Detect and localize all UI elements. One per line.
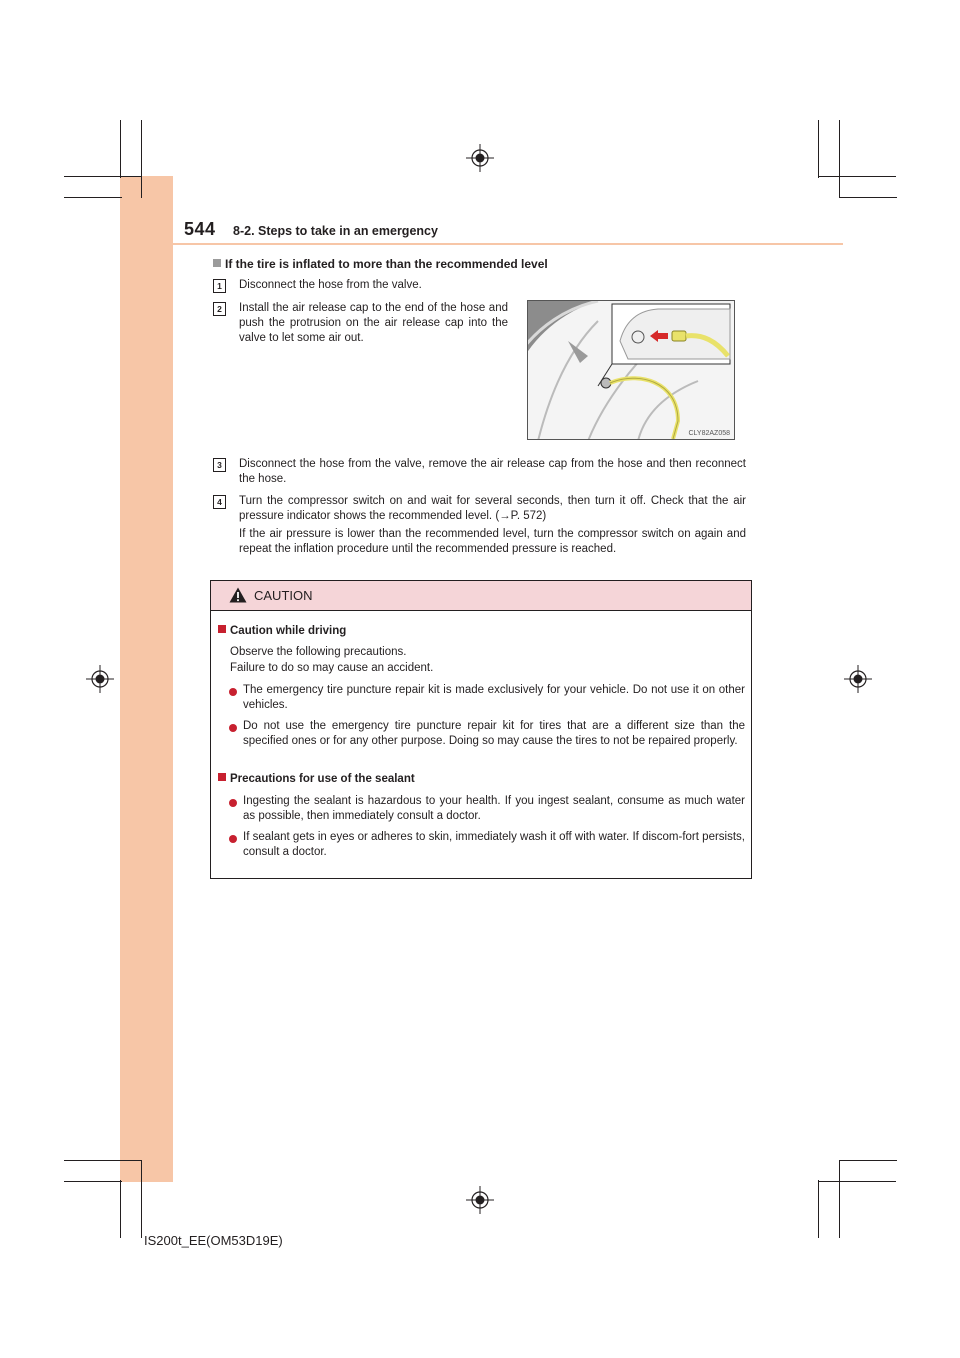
caution-header <box>211 581 751 611</box>
document-code: IS200t_EE(OM53D19E) <box>144 1233 283 1248</box>
registration-mark-icon <box>844 665 872 693</box>
step-text: Turn the compressor switch on and wait for several seconds, then turn it off. Check that the air pressure indicator shows the recommended level. (→P. 572) <box>239 495 746 522</box>
crop-mark <box>818 176 896 177</box>
header-divider <box>173 243 843 245</box>
warning-icon <box>229 587 247 603</box>
page-number: 544 <box>184 219 216 239</box>
crop-mark <box>64 197 122 198</box>
crop-mark <box>141 120 142 198</box>
crop-mark <box>64 176 142 177</box>
crop-mark <box>818 120 819 178</box>
tire-valve-illustration <box>527 300 735 440</box>
step-number: 3 <box>213 458 226 472</box>
section-header: 8-2. Steps to take in an emergency <box>233 224 438 238</box>
figure-code: CLY82AZ058 <box>688 430 730 437</box>
tire-valve-drawing <box>528 301 734 439</box>
caution-title: CAUTION <box>254 588 313 603</box>
crop-mark <box>64 1181 122 1182</box>
bullet-icon <box>229 724 237 732</box>
crop-mark <box>120 1180 121 1238</box>
bullet-icon <box>229 688 237 696</box>
crop-mark <box>839 1160 897 1161</box>
caution-subheading-text: Caution while driving <box>230 625 347 637</box>
crop-mark <box>839 120 840 198</box>
crop-mark <box>141 1160 142 1238</box>
registration-mark-icon <box>466 144 494 172</box>
crop-mark <box>839 1160 840 1238</box>
square-bullet-icon <box>218 625 226 633</box>
step-text: Install the air release cap to the end of the hose and push the protrusion on the air release cap into the valve to let some air out. <box>239 302 508 344</box>
crop-mark <box>120 120 121 178</box>
registration-mark-icon <box>86 665 114 693</box>
crop-mark <box>839 197 897 198</box>
step-number: 2 <box>213 302 226 316</box>
step-text: Disconnect the hose from the valve, remove the air release cap from the hose and then reconnect the hose. <box>239 458 746 485</box>
step-text: Disconnect the hose from the valve. <box>239 279 422 291</box>
square-bullet-icon <box>218 773 226 781</box>
caution-bullet-text: The emergency tire puncture repair kit is made exclusively for your vehicle. Do not use it on other vehicles. <box>243 684 745 711</box>
caution-bullet-text: If sealant gets in eyes or adheres to skin, immediately wash it off with water. If discom-fort persists, consult a doctor. <box>243 831 745 858</box>
chapter-tab-stripe <box>120 176 173 1182</box>
square-bullet-icon <box>213 259 221 267</box>
step-text-continued: If the air pressure is lower than the recommended level, turn the compressor switch on again and repeat the inflation procedure until the recommended pressure is reached. <box>239 528 746 555</box>
step-number: 4 <box>213 495 226 509</box>
caution-subheading-text: Precautions for use of the sealant <box>230 773 415 785</box>
caution-bullet-text: Ingesting the sealant is hazardous to your health. If you ingest sealant, consume as much water as possible, then immediately consult a doctor. <box>243 795 745 822</box>
crop-mark <box>64 1160 142 1161</box>
caution-text: Observe the following precautions. <box>230 646 407 658</box>
crop-mark <box>818 1180 819 1238</box>
section-title-text: If the tire is inflated to more than the recommended level <box>225 257 548 271</box>
registration-mark-icon <box>466 1186 494 1214</box>
step-number: 1 <box>213 279 226 293</box>
section-title <box>213 257 548 271</box>
caution-subheading <box>218 625 346 637</box>
bullet-icon <box>229 799 237 807</box>
bullet-icon <box>229 835 237 843</box>
caution-bullet-text: Do not use the emergency tire puncture repair kit for tires that are a different size than the specified ones or for any other purpose. Doing so may cause the tires to not be repaired properly. <box>243 720 745 747</box>
crop-mark <box>818 1181 896 1182</box>
caution-subheading <box>218 773 415 785</box>
caution-text: Failure to do so may cause an accident. <box>230 662 434 674</box>
caution-box <box>210 580 752 879</box>
